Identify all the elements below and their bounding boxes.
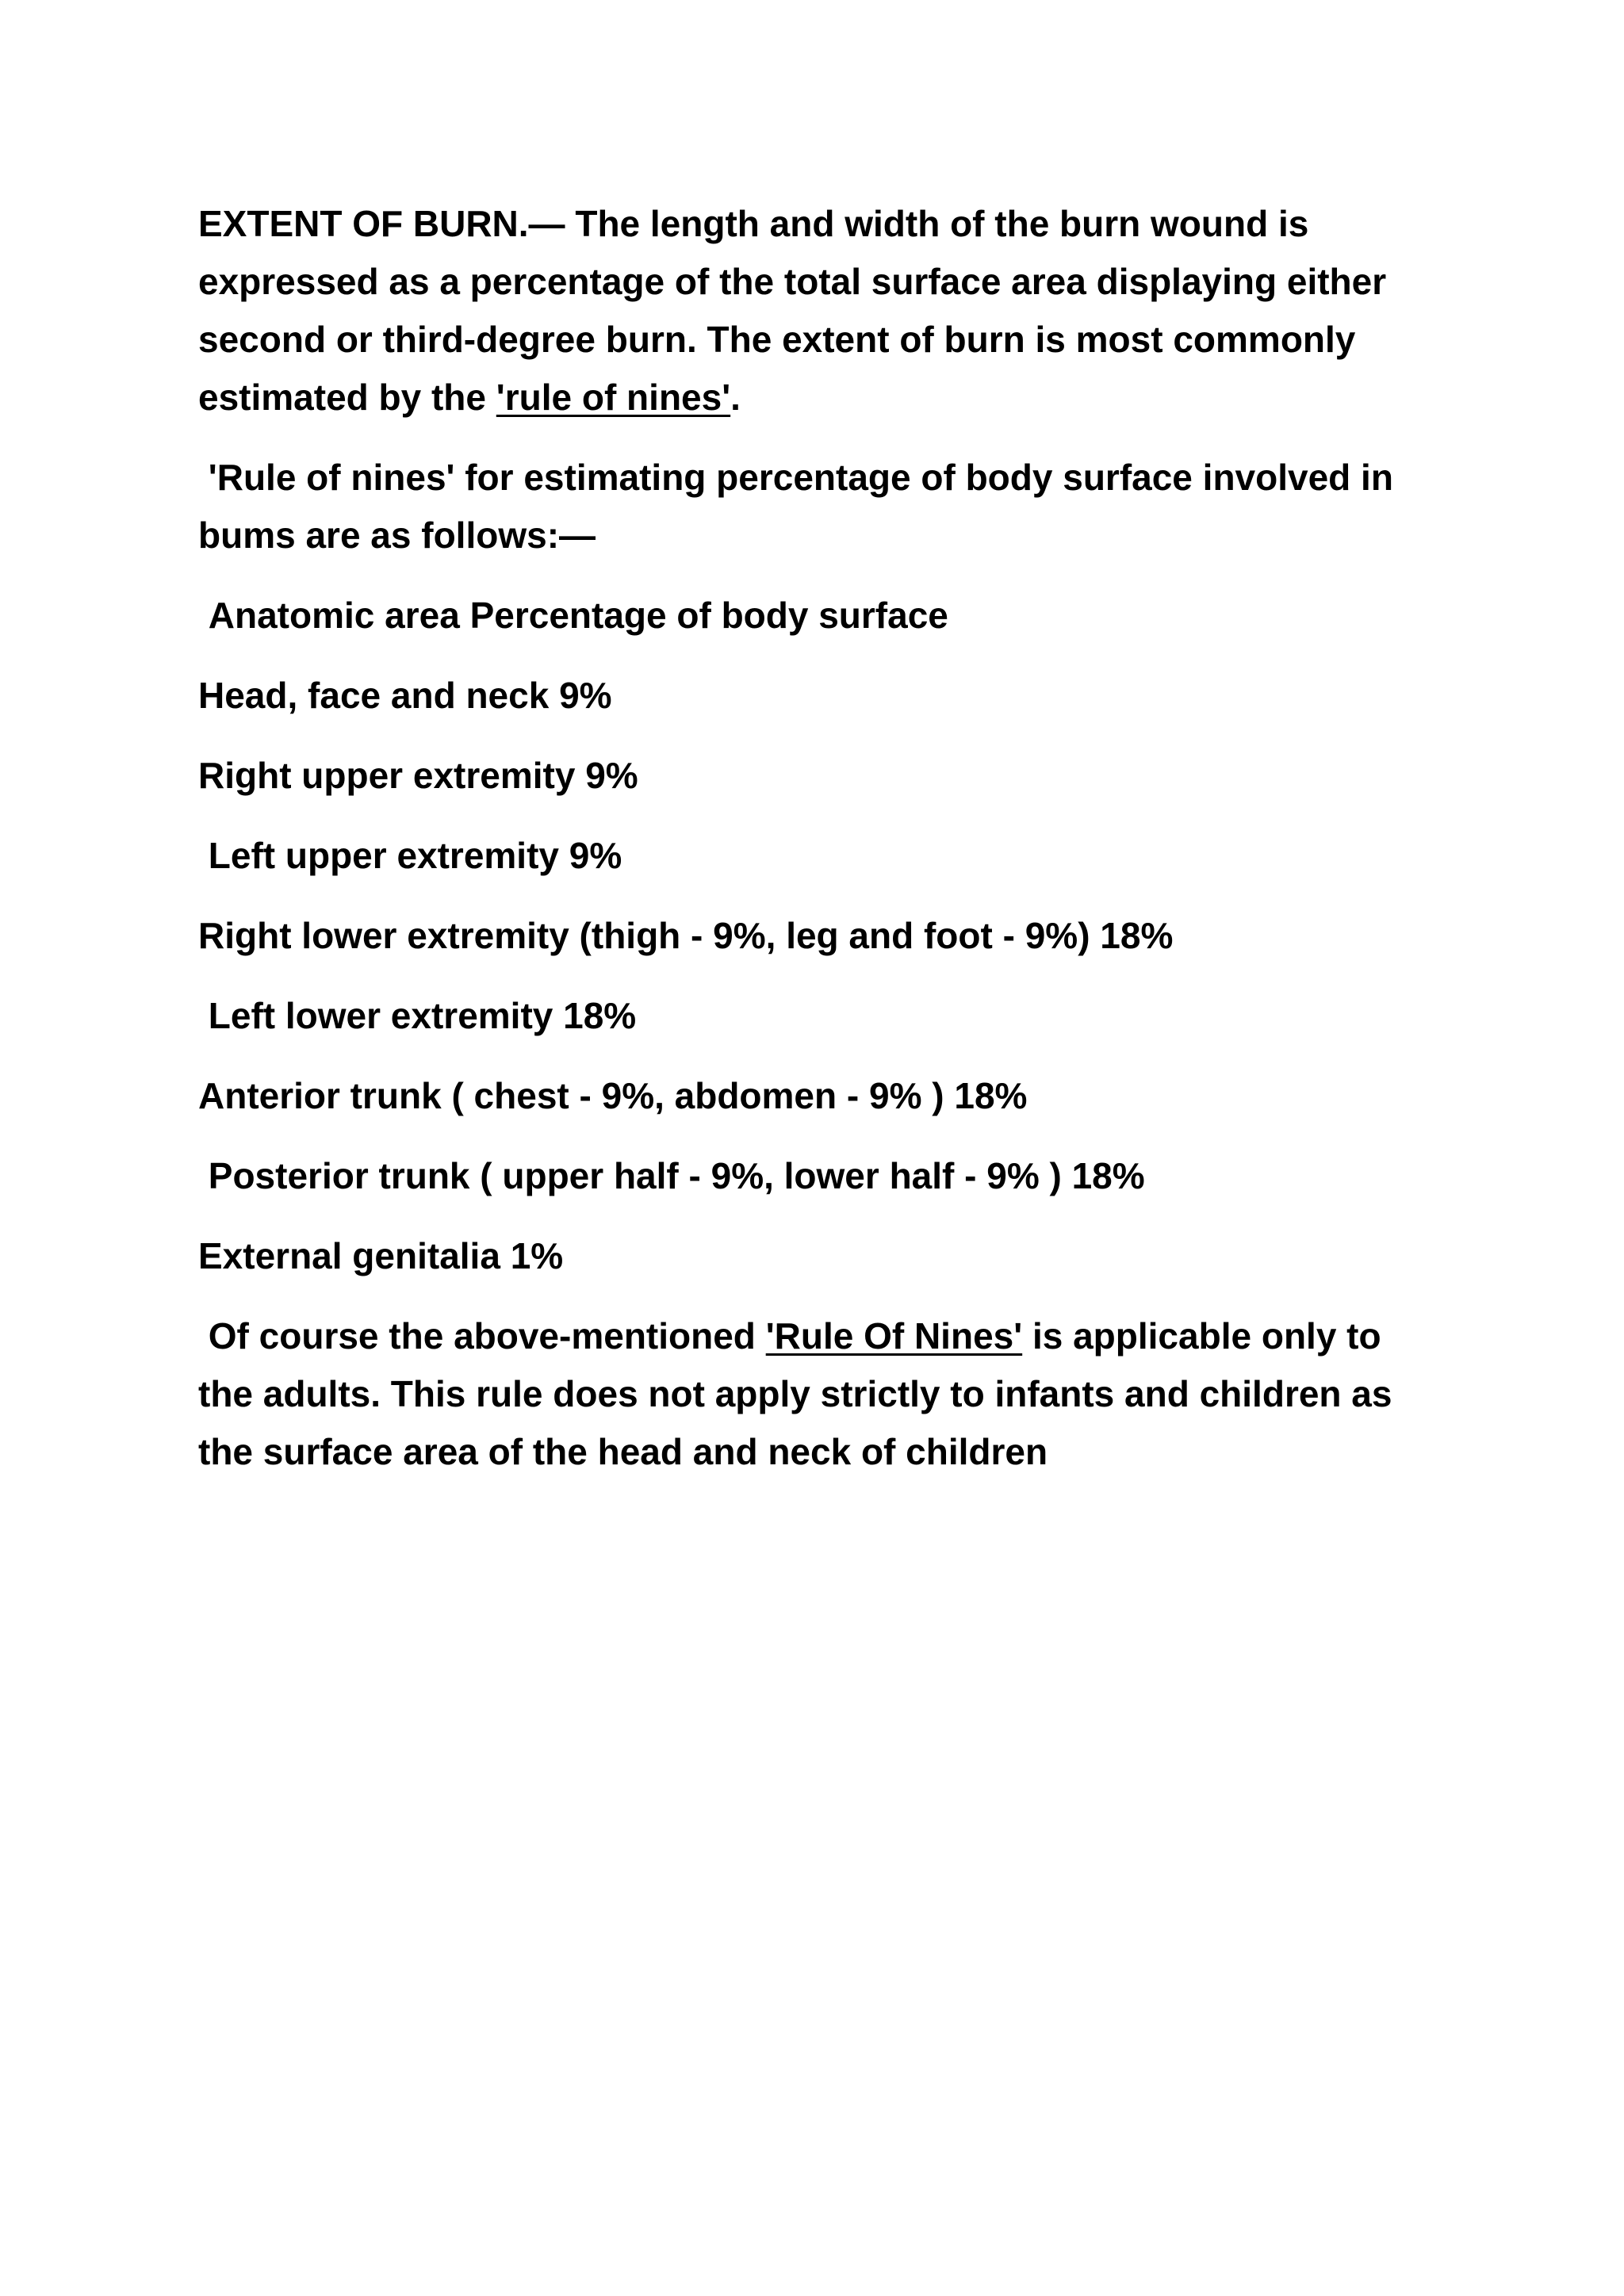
table-header: Anatomic area Percentage of body surface [198,595,948,636]
intro-text: EXTENT OF BURN.— The length and width of the burn wound is expressed as a percentage of the total surface area displaying either second or third-degree burn. The extent of burn is most commonly estimated by the [198,203,1396,418]
list-item: Posterior trunk ( upper half - 9%, lower half - 9% ) 18% [198,1155,1145,1196]
list-item: Head, face and neck 9% [198,675,612,716]
closing-text: Of course the above-mentioned [198,1315,766,1357]
document-body [198,195,1435,1503]
rule-of-nines-link[interactable]: 'rule of nines' [496,377,731,418]
list-item: Left upper extremity 9% [198,835,622,876]
list-item: Right lower extremity (thigh - 9%, leg and foot - 9%) 18% [198,915,1174,956]
list-item: Left lower extremity 18% [198,995,637,1036]
rule-intro-paragraph: 'Rule of nines' for estimating percentage of body surface involved in bums are as follows:— [198,457,1404,556]
intro-text-end: . [730,377,741,418]
closing-text-end: is applicable only to the adults. This rule does not apply strictly to infants and children as the surface area of the head and neck of children [198,1315,1403,1472]
closing-paragraph [198,1307,1435,1481]
list-item: Right upper extremity 9% [198,755,638,796]
list-item: External genitalia 1% [198,1235,564,1276]
rule-of-nines-link-2[interactable]: 'Rule Of Nines' [765,1315,1023,1357]
intro-paragraph [198,195,1435,427]
list-item: Anterior trunk ( chest - 9%, abdomen - 9% ) 18% [198,1075,1028,1116]
